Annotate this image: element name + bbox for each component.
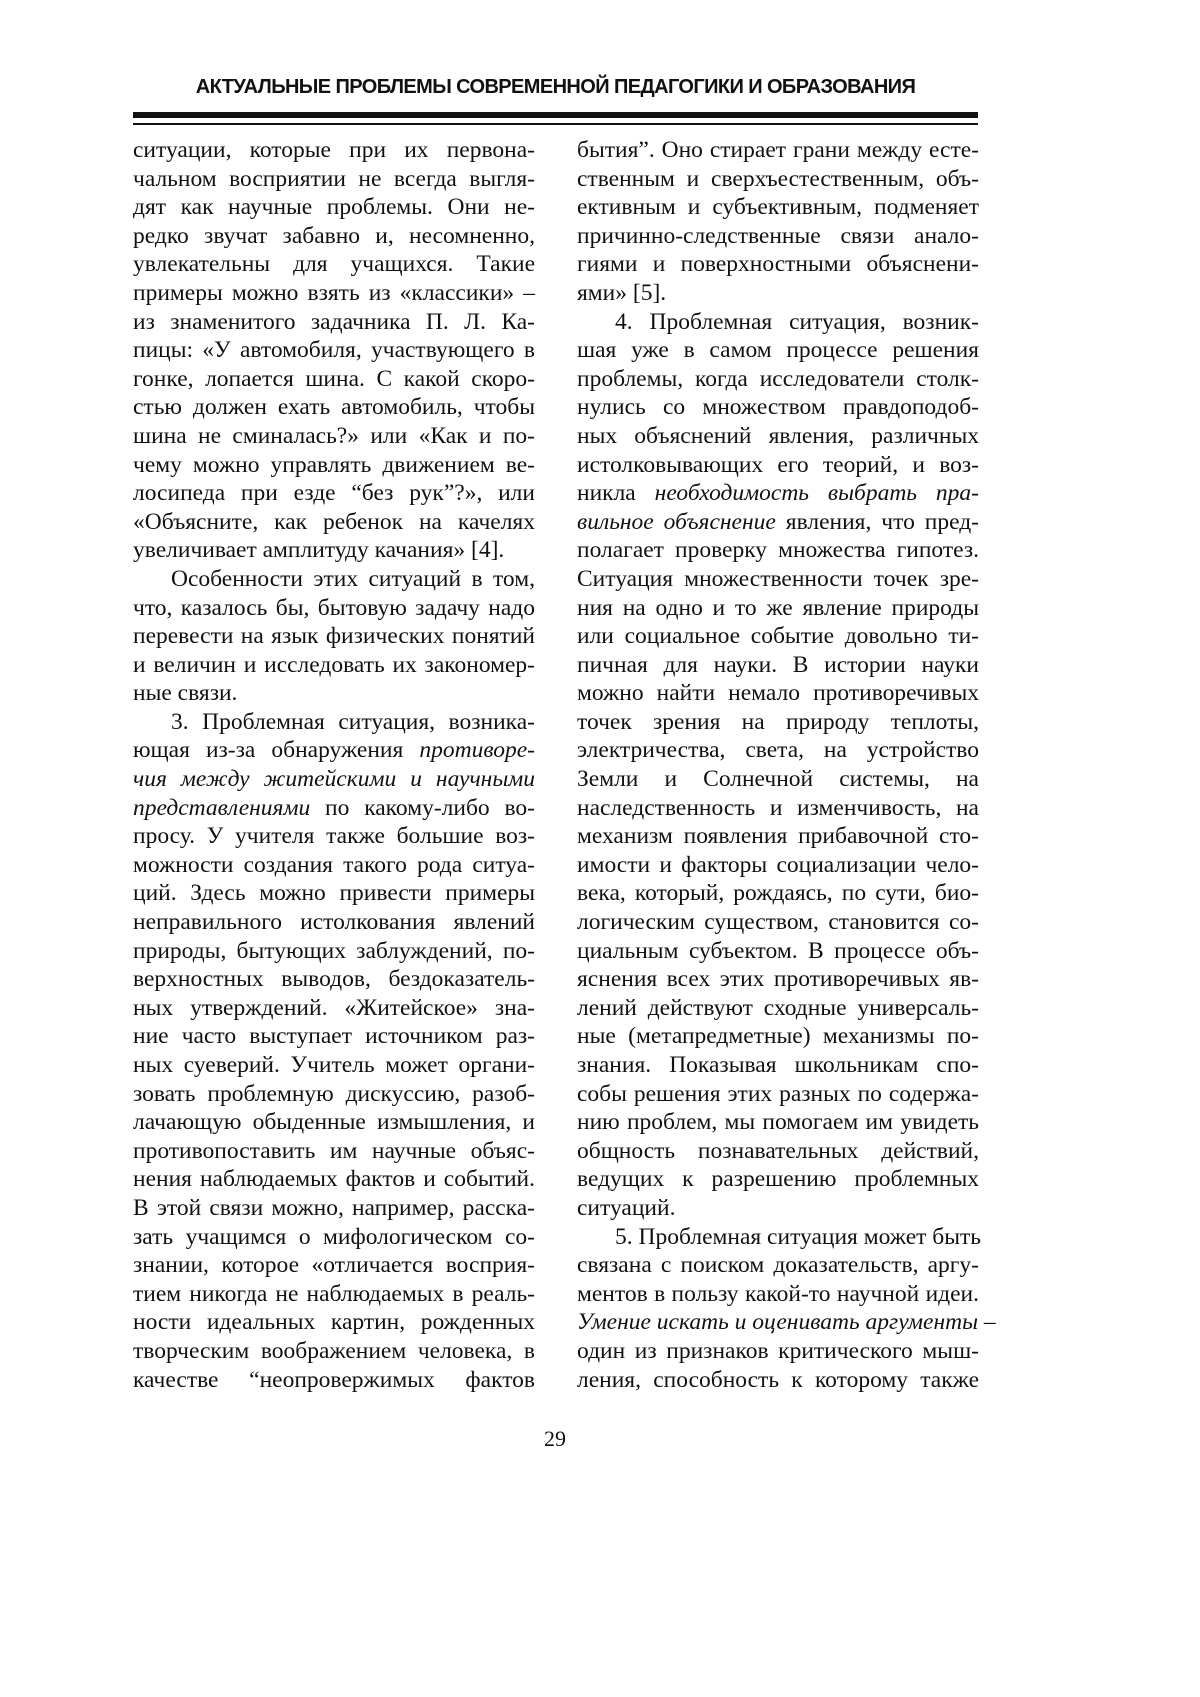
text-span: истолковывающих его теорий, и воз- [577, 452, 979, 478]
text-span: увеличивает амплитуду качания» [4]. [133, 537, 504, 563]
text-span: ективным и субъективным, подменяет [577, 194, 979, 220]
text-span: ления, способность к которому также [577, 1367, 979, 1393]
header-rule-thin [133, 123, 978, 125]
left-column [133, 136, 535, 1394]
text-span: шая уже в самом процессе решения [577, 337, 979, 363]
running-header: АКТУАЛЬНЫЕ ПРОБЛЕМЫ СОВРЕМЕННОЙ ПЕДАГОГИКИ И ОБРАЗОВАНИЯ [133, 76, 978, 99]
text-line [133, 1022, 535, 1051]
text-span: ментов в пользу какой-то научной идеи. [577, 1281, 979, 1307]
italic-text: представлениями [133, 795, 310, 821]
text-line [577, 651, 979, 680]
text-span: гонке, лопается шина. С какой скоро- [133, 366, 535, 392]
text-line [577, 765, 979, 794]
text-line [133, 365, 535, 394]
italic-text: противоре- [419, 737, 535, 763]
text-span: увлекательны для учащихся. Такие [133, 251, 535, 277]
text-line [133, 908, 535, 937]
text-span: ственным и сверхъестественным, объ- [577, 166, 979, 192]
text-span: – [978, 1309, 996, 1335]
text-span: общность познавательных действий, [577, 1138, 979, 1164]
text-line [577, 1223, 979, 1252]
text-span: противопоставить им научные объяс- [133, 1138, 535, 1164]
text-line [133, 879, 535, 908]
text-line [133, 736, 535, 765]
text-line [133, 822, 535, 851]
text-line [133, 765, 535, 794]
text-span: явления, что пред- [776, 509, 979, 535]
text-line [133, 479, 535, 508]
text-line [577, 479, 979, 508]
text-line [133, 594, 535, 623]
text-span: ситуаций. [577, 1195, 675, 1221]
text-span: можности создания такого рода ситуа- [133, 852, 535, 878]
text-line [577, 851, 979, 880]
text-line [133, 250, 535, 279]
text-line [133, 651, 535, 680]
text-line [133, 1308, 535, 1337]
text-line [577, 1337, 979, 1366]
text-line [577, 965, 979, 994]
text-line [133, 536, 535, 565]
text-span: дят как научные проблемы. Они не- [133, 194, 535, 220]
text-line [577, 994, 979, 1023]
text-span: ющая из-за обнаружения [133, 737, 419, 763]
text-line [577, 708, 979, 737]
italic-text: вильное объяснение [577, 509, 776, 535]
text-span: ния на одно и то же явление природы [577, 595, 979, 621]
text-line [133, 622, 535, 651]
text-span: чему можно управлять движением ве- [133, 452, 535, 478]
text-span: ные (метапредметные) механизмы по- [577, 1023, 979, 1049]
text-line [577, 622, 979, 651]
text-span: ями» [5]. [577, 280, 666, 306]
italic-text: Умение искать и оценивать аргументы [577, 1309, 978, 1335]
text-line [133, 336, 535, 365]
text-line [577, 565, 979, 594]
text-line [577, 1280, 979, 1309]
text-span: или социальное событие довольно ти- [577, 623, 979, 649]
text-line [577, 822, 979, 851]
header-rule-thick [133, 112, 978, 118]
page-number: 29 [0, 1426, 1110, 1452]
text-line [133, 451, 535, 480]
text-line [133, 1194, 535, 1223]
text-span: логическим существом, становится со- [577, 909, 979, 935]
text-line [133, 1251, 535, 1280]
text-span: чальном восприятии не всегда выгля- [133, 166, 535, 192]
text-line [133, 193, 535, 222]
text-line [133, 1366, 535, 1395]
text-span: зовать проблемную дискуссию, разоб- [133, 1081, 535, 1107]
text-span: Особенности этих ситуаций в том, [171, 566, 535, 592]
text-span: «Объясните, как ребенок на качелях [133, 509, 535, 535]
text-span: причинно-следственные связи анало- [577, 223, 979, 249]
text-span: связана с поиском доказательств, аргу- [577, 1252, 979, 1278]
text-line [577, 1051, 979, 1080]
text-span: нулись со множеством правдоподоб- [577, 394, 979, 420]
text-line [133, 1051, 535, 1080]
text-span: ведущих к разрешению проблемных [577, 1166, 979, 1192]
text-span: никла [577, 480, 655, 506]
text-line [577, 679, 979, 708]
text-span: и величин и исследовать их закономер- [133, 652, 535, 678]
text-line [577, 451, 979, 480]
text-span: 4. Проблемная ситуация, возник- [615, 309, 979, 335]
text-span: В этой связи можно, например, расска- [133, 1195, 535, 1221]
text-span: творческим воображением человека, в [133, 1338, 535, 1364]
text-span: наследственность и изменчивость, на [577, 795, 979, 821]
text-line [577, 1308, 979, 1337]
text-span: что, казалось бы, бытовую задачу надо [133, 595, 535, 621]
text-line [577, 393, 979, 422]
text-line [133, 1223, 535, 1252]
text-span: можно найти немало противоречивых [577, 680, 979, 706]
text-line [133, 508, 535, 537]
text-line [577, 1165, 979, 1194]
text-line [577, 1108, 979, 1137]
text-span: зать учащимся о мифологическом со- [133, 1224, 535, 1250]
text-line [133, 165, 535, 194]
text-span: природы, бытующих заблуждений, по- [133, 938, 535, 964]
text-line [133, 1165, 535, 1194]
text-line [133, 937, 535, 966]
text-line [577, 1022, 979, 1051]
text-span: Ситуация множественности точек зре- [577, 566, 979, 592]
right-column [577, 136, 979, 1394]
text-line [133, 708, 535, 737]
text-span: электричества, света, на устройство [577, 737, 979, 763]
text-line [577, 794, 979, 823]
text-span: Земли и Солнечной системы, на [577, 766, 979, 792]
text-line [577, 193, 979, 222]
text-span: просу. У учителя также большие воз- [133, 823, 535, 849]
text-span: пицы: «У автомобиля, участвующего в [133, 337, 535, 363]
text-span: ных утверждений. «Житейское» зна- [133, 995, 535, 1021]
text-line [577, 365, 979, 394]
text-line [133, 393, 535, 422]
text-span: верхностных выводов, бездоказатель- [133, 966, 535, 992]
text-line [133, 308, 535, 337]
text-line [577, 279, 979, 308]
text-span: тием никогда не наблюдаемых в реаль- [133, 1281, 535, 1307]
text-span: качестве “неопровержимых фактов [133, 1367, 535, 1393]
text-span: лачающую обыденные измышления, и [133, 1109, 535, 1135]
text-span: примеры можно взять из «классики» – [133, 280, 535, 306]
text-span: точек зрения на природу теплоты, [577, 709, 979, 735]
text-span: шина не сминалась?» или «Как и по- [133, 423, 535, 449]
text-line [577, 250, 979, 279]
text-line [577, 336, 979, 365]
text-span: 5. Проблемная ситуация может быть [615, 1224, 981, 1250]
text-line [133, 422, 535, 451]
text-line [133, 1280, 535, 1309]
text-span: ситуации, которые при их первона- [133, 137, 535, 163]
text-line [133, 965, 535, 994]
text-span: собы решения этих разных по содержа- [577, 1081, 979, 1107]
text-line [577, 594, 979, 623]
text-span: имости и факторы социализации чело- [577, 852, 979, 878]
text-span: неправильного истолкования явлений [133, 909, 535, 935]
text-span: по какому-либо во- [310, 795, 535, 821]
text-span: века, который, рождаясь, по сути, био- [577, 880, 979, 906]
text-line [577, 1194, 979, 1223]
text-span: проблемы, когда исследователи столк- [577, 366, 979, 392]
text-line [133, 1337, 535, 1366]
text-line [133, 222, 535, 251]
italic-text: чия между житейскими и научными [133, 766, 535, 792]
text-span: ных суеверий. Учитель может органи- [133, 1052, 535, 1078]
text-line [577, 879, 979, 908]
text-line [133, 679, 535, 708]
text-span: ние часто выступает источником раз- [133, 1023, 535, 1049]
text-span: один из признаков критического мыш- [577, 1338, 979, 1364]
text-span: механизм появления прибавочной сто- [577, 823, 979, 849]
text-line [577, 937, 979, 966]
text-line [577, 908, 979, 937]
text-span: 3. Проблемная ситуация, возника- [171, 709, 535, 735]
text-line [577, 736, 979, 765]
text-span: полагает проверку множества гипотез. [577, 537, 979, 563]
text-line [577, 422, 979, 451]
text-span: яснения всех этих противоречивых яв- [577, 966, 979, 992]
text-line [133, 794, 535, 823]
text-line [577, 508, 979, 537]
text-line [577, 1137, 979, 1166]
text-span: из знаменитого задачника П. Л. Ка- [133, 309, 535, 335]
text-span: бытия”. Оно стирает грани между есте- [577, 137, 979, 163]
italic-text: необходимость выбрать пра- [655, 480, 979, 506]
text-line [133, 994, 535, 1023]
text-line [577, 536, 979, 565]
text-span: гиями и поверхностными объяснени- [577, 251, 979, 277]
text-span: стью должен ехать автомобиль, чтобы [133, 394, 535, 420]
text-span: ности идеальных картин, рожденных [133, 1309, 535, 1335]
text-line [133, 1137, 535, 1166]
text-span: ных объяснений явления, различных [577, 423, 979, 449]
text-line [133, 565, 535, 594]
text-line [577, 308, 979, 337]
text-line [133, 1108, 535, 1137]
text-span: нения наблюдаемых фактов и событий. [133, 1166, 535, 1192]
text-span: перевести на язык физических понятий [133, 623, 535, 649]
text-line [133, 136, 535, 165]
text-line [133, 279, 535, 308]
text-span: лений действуют сходные универсаль- [577, 995, 979, 1021]
text-span: лосипеда при езде “без рук”?», или [133, 480, 535, 506]
text-span: пичная для науки. В истории науки [577, 652, 979, 678]
text-line [577, 1080, 979, 1109]
text-span: циальным субъектом. В процессе объ- [577, 938, 979, 964]
text-line [577, 1251, 979, 1280]
text-span: ций. Здесь можно привести примеры [133, 880, 535, 906]
text-line [133, 1080, 535, 1109]
text-line [577, 1366, 979, 1395]
text-line [577, 222, 979, 251]
text-span: ные связи. [133, 680, 237, 706]
text-line [133, 851, 535, 880]
text-span: знании, которое «отличается восприя- [133, 1252, 535, 1278]
text-line [577, 165, 979, 194]
text-line [577, 136, 979, 165]
text-span: редко звучат забавно и, несомненно, [133, 223, 535, 249]
text-span: нию проблем, мы помогаем им увидеть [577, 1109, 979, 1135]
text-span: знания. Показывая школьникам спо- [577, 1052, 979, 1078]
